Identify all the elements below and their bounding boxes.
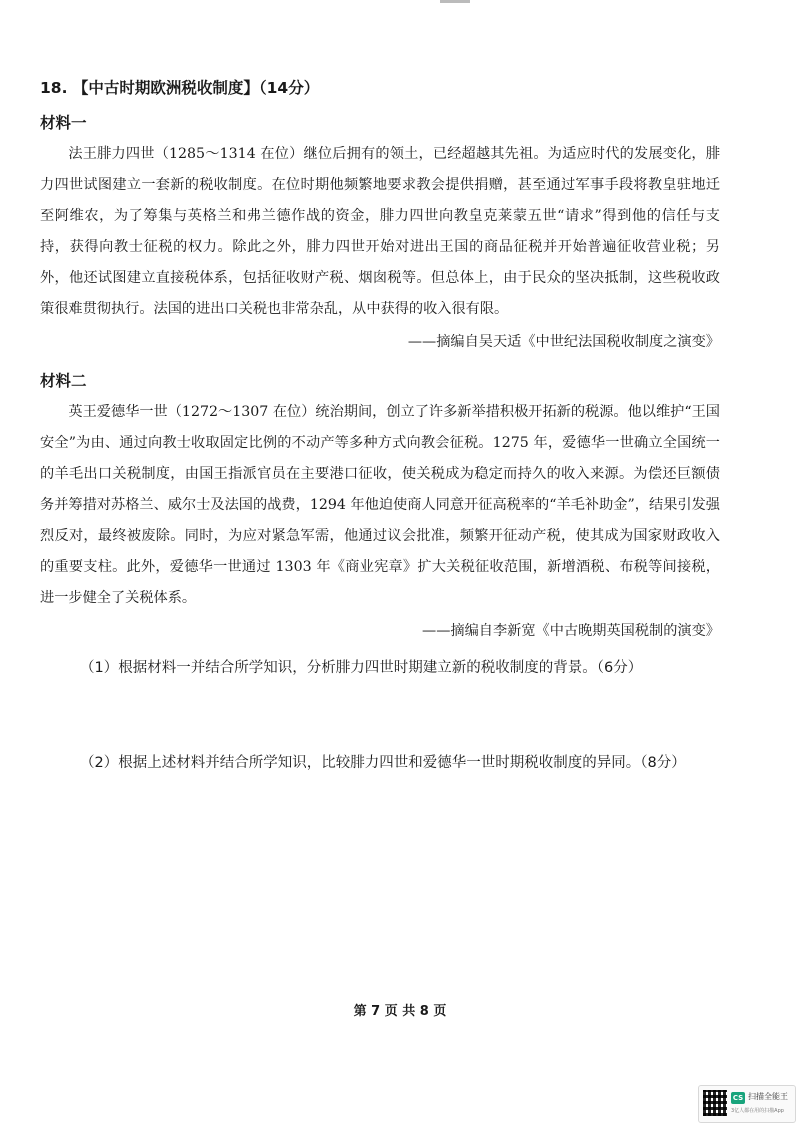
question-heading: 【中古时期欧洲税收制度】（14分） [72, 79, 320, 97]
scanner-app-tagline: 3亿人都在用的扫描App [731, 1108, 784, 1114]
scanner-app-name: 扫描全能王 [748, 1092, 788, 1101]
page-number: 第 7 页 共 8 页 [353, 1004, 447, 1019]
camscanner-logo-icon: CS [732, 1094, 744, 1102]
scan-artifact [440, 0, 470, 3]
question-number: 18. [40, 79, 68, 97]
sub-question-1: （1）根据材料一并结合所学知识，分析腓力四世时期建立新的税收制度的背景。（6分） [80, 660, 643, 676]
material-2-source: ——摘编自李新宽《中古晚期英国税制的演变》 [422, 623, 720, 639]
question-title [40, 76, 720, 98]
material-1-label: 材料一 [40, 114, 87, 132]
material-1-text: 法王腓力四世（1285～1314 在位）继位后拥有的领土，已经超越其先祖。为适应时代的发展变化，腓力四世试图建立一套新的税收制度。在位时期他频繁地要求教会提供捐赠，甚至通过军事手段将教皇驻地迁至阿维农，为了筹集与英格兰和弗兰德作战的资金，腓力四世向教皇克莱蒙五世“请求”得到他的信任与支持，获得向教士征税的权力。除此之外，腓力四世开始对进出王国的商品征税并开始普遍征收营业税；另外，他还试图建立直接税体系，包括征收财产税、烟囱税等。但总体上，由于民众的坚决抵制，这些税收政策很难贯彻执行。法国的进出口关税也非常杂乱，从中获得的收入很有限。 [40, 146, 720, 317]
scanner-watermark [698, 1085, 796, 1123]
material-2-label: 材料二 [40, 372, 87, 390]
exam-page [40, 76, 720, 772]
sub-question-2: （2）根据上述材料并结合所学知识，比较腓力四世和爱德华一世时期税收制度的异同。（8分） [80, 755, 686, 771]
material-1-source: ——摘编自吴天适《中世纪法国税收制度之演变》 [407, 334, 720, 350]
material-2-text: 英王爱德华一世（1272～1307 在位）统治期间，创立了许多新举措积极开拓新的税源。他以维护“王国安全”为由、通过向教士收取固定比例的不动产等多种方式向教会征税。1275 年，爱德华一世确立全国统一的羊毛出口关税制度，由国王指派官员在主要港口征收，使关税成为稳定而持久的收入来源。为偿还巨额债务并筹措对苏格兰、威尔士及法国的战费，1294 年他迫使商人同意开征高税率的“羊毛补助金”，结果引发强烈反对，最终被废除。同时，为应对紧急军需，他通过议会批准，频繁开征动产税，使其成为国家财政收入的重要支柱。此外，爱德华一世通过 1303 年《商业宪章》扩大关税征收范围，新增酒税、布税等间接税，进一步健全了关税体系。 [40, 404, 720, 606]
qr-code-icon [703, 1090, 727, 1116]
